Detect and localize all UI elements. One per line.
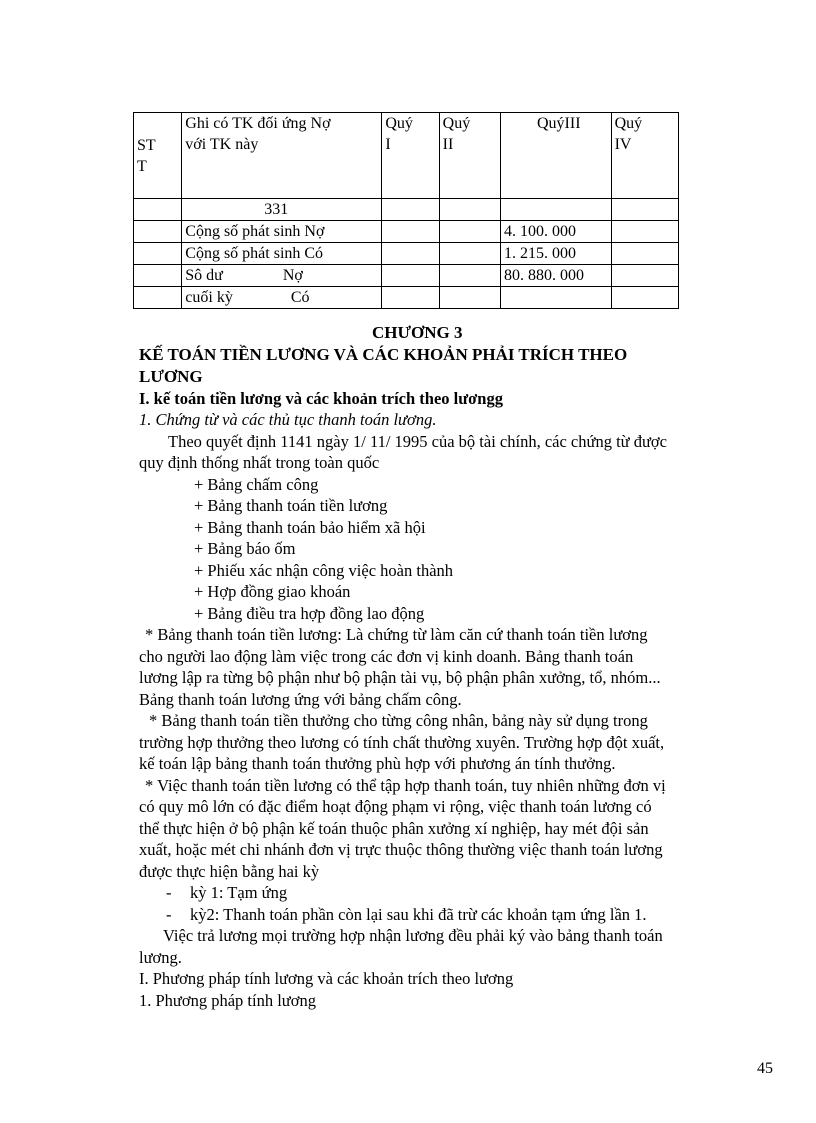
chapter-title-line1: KẾ TOÁN TIỀN LƯƠNG VÀ CÁC KHOẢN PHẢI TRÍCH THEO	[139, 345, 628, 364]
period-dash: -	[166, 905, 172, 924]
document-item: + Bảng chấm công	[194, 475, 319, 494]
paragraph-3-line: có quy mô lớn có đặc điểm hoạt động phạm vi rộng, việc thanh toán lương có	[139, 797, 652, 816]
cell-stt	[134, 287, 182, 309]
cell-q4	[611, 287, 678, 309]
cell-q2	[439, 221, 500, 243]
paragraph-3-line: được thực hiện bằng hai kỳ	[139, 862, 320, 881]
cell-description: Cộng số phát sinh Có	[182, 243, 382, 265]
page-number: 45	[757, 1060, 773, 1077]
cell-account: 331	[182, 199, 382, 221]
cell-q4	[611, 265, 678, 287]
document-item: + Hợp đồng giao khoán	[194, 582, 351, 601]
document-item: + Phiếu xác nhận công việc hoàn thành	[194, 561, 454, 580]
paragraph-1-line: cho người lao động làm việc trong các đơn vị kinh doanh. Bảng thanh toán	[139, 647, 634, 666]
paragraph-1-line: lương lập ra từng bộ phận như bộ phận tài vụ, bộ phận phân xưởng, tổ, nhóm...	[139, 668, 661, 687]
cell-q2	[439, 265, 500, 287]
cell-stt	[134, 199, 182, 221]
document-item: + Bảng thanh toán tiền lương	[194, 496, 388, 515]
paragraph-2-line: kế toán lập bảng thanh toán thưởng phù hợp với phương án tính thưởng.	[139, 754, 616, 773]
header-q2: Quý II	[439, 113, 500, 199]
cell-q4	[611, 221, 678, 243]
paragraph-1-line: Bảng thanh toán lương ứng với bảng chấm công.	[139, 690, 462, 709]
header-q3: QuýIII	[501, 113, 612, 199]
cell-q3: 1. 215. 000	[501, 243, 612, 265]
table-row	[134, 221, 679, 243]
paragraph-4-line: lương.	[139, 948, 182, 967]
document-item: + Bảng thanh toán bảo hiểm xã hội	[194, 518, 426, 537]
paragraph-3-line: * Việc thanh toán tiền lương có thể tập hợp thanh toán, tuy nhiên những đơn vị	[145, 776, 666, 795]
header-stt: ST T	[134, 113, 182, 199]
cell-q1	[382, 199, 439, 221]
period-item: kỳ 1: Tạm ứng	[190, 883, 288, 902]
cell-q4	[611, 243, 678, 265]
table-row	[134, 265, 679, 287]
paragraph-1-line: * Bảng thanh toán tiền lương: Là chứng từ làm căn cứ thanh toán tiền lương	[145, 625, 648, 644]
section-heading-1: I. kế toán tiền lương và các khoản trích theo lươngg	[139, 389, 503, 408]
cell-stt	[134, 221, 182, 243]
cell-q1	[382, 265, 439, 287]
period-end-label: cuối kỳ	[185, 289, 233, 306]
table-header-row	[134, 113, 679, 199]
paragraph-2-line: trường hợp thưởng theo lương có tính chất thường xuyên. Trường hợp đột xuất,	[139, 733, 665, 752]
balance-label: Sô dư	[185, 267, 223, 284]
document-item: + Bảng điều tra hợp đồng lao động	[194, 604, 425, 623]
period-item: kỳ2: Thanh toán phần còn lại sau khi đã trừ các khoản tạm ứng lần 1.	[190, 905, 647, 924]
header-q1: Quý I	[382, 113, 439, 199]
paragraph-3-line: thể thực hiện ở bộ phận kế toán thuộc phân xưởng xí nghiệp, hay mét đội sản	[139, 819, 649, 838]
debit-label: Nợ	[282, 267, 303, 284]
cell-description: Cộng số phát sinh Nợ	[182, 221, 382, 243]
cell-description	[182, 265, 382, 287]
cell-stt	[134, 243, 182, 265]
period-dash: -	[166, 883, 172, 902]
chapter-title-line2: LƯƠNG	[139, 367, 203, 386]
section-heading-2: I. Phương pháp tính lương và các khoản trích theo lương	[139, 969, 514, 988]
cell-q2	[439, 243, 500, 265]
cell-q3	[501, 287, 612, 309]
subsection-heading-2: 1. Phương pháp tính lương	[139, 991, 316, 1010]
account-ledger-table	[133, 112, 679, 309]
cell-stt	[134, 265, 182, 287]
paragraph-4-line: Việc trả lương mọi trường hợp nhận lương đều phải ký vào bảng thanh toán	[163, 926, 663, 945]
cell-q3: 4. 100. 000	[501, 221, 612, 243]
cell-q2	[439, 199, 500, 221]
cell-q4	[611, 199, 678, 221]
cell-description	[182, 287, 382, 309]
paragraph-2-line: * Bảng thanh toán tiền thưởng cho từng công nhân, bảng này sử dụng trong	[149, 711, 648, 730]
cell-q3: 80. 880. 000	[501, 265, 612, 287]
cell-q3	[501, 199, 612, 221]
cell-q1	[382, 287, 439, 309]
table-row	[134, 243, 679, 265]
header-q4: Quý IV	[611, 113, 678, 199]
table-row	[134, 287, 679, 309]
intro-line-1: Theo quyết định 1141 ngày 1/ 11/ 1995 của bộ tài chính, các chứng từ được	[168, 432, 667, 451]
table-row	[134, 199, 679, 221]
cell-q1	[382, 221, 439, 243]
header-description: Ghi có TK đối ứng Nợ với TK này	[182, 113, 382, 199]
cell-q2	[439, 287, 500, 309]
cell-q1	[382, 243, 439, 265]
credit-label: Có	[290, 289, 310, 306]
paragraph-3-line: xuất, hoặc mét chi nhánh đơn vị trực thuộc thông thường việc thanh toán lương	[139, 840, 663, 859]
document-item: + Bảng báo ốm	[194, 539, 296, 558]
chapter-number-label: CHƯƠNG 3	[372, 323, 463, 342]
subsection-heading-1: 1. Chứng từ và các thủ tục thanh toán lương.	[139, 410, 437, 429]
intro-line-2: quy định thống nhất trong toàn quốc	[139, 453, 380, 472]
